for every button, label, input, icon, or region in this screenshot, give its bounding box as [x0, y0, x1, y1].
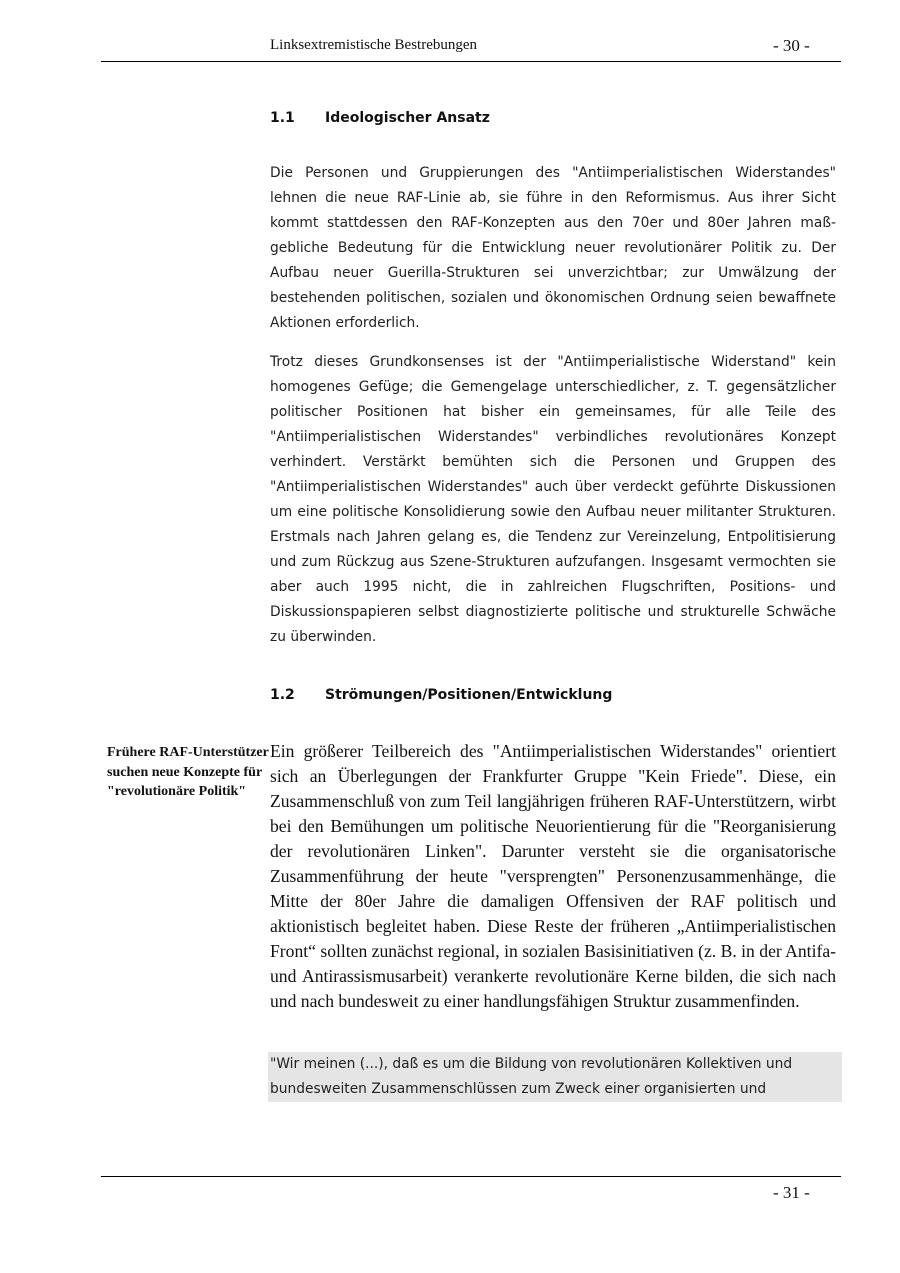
paragraph-ideology-2: Trotz dieses Grundkonsenses ist der "Antiimperialistische Widerstand" kein homogenes Gefüge; die Gemengelage unterschiedlicher, z. T. gegensätzlicher politischer Positionen hat bisher ein gemeinsames, für alle Teile des "Antiimperialistischen Widerstandes" verbindliches revolutionäres Konzept verhindert. Verstärkt bemühten sich die Personen und Gruppen des "Antiimperialistischen Widerstandes" auch über verdeckt geführte Diskussionen um eine politische Konsolidierung sowie den Aufbau neuer militanter Strukturen. Erstmals nach Jahren gelang es, die Tendenz zur Vereinzelung, Entpolitisierung und zum Rückzug aus Szene-Strukturen aufzufangen. Insgesamt vermochten sie aber auch 1995 nicht, die in zahlreichen Flugschriften, Positions- und Diskussionspapieren selbst diagnostizierte politische und strukturelle Schwäche zu überwinden. [270, 354, 836, 645]
quote-block [268, 1052, 842, 1102]
quote-line: "Wir meinen (...), daß es um die Bildung von revolutionären Kollektiven und [270, 1056, 793, 1072]
paragraph-ideology-1: Die Personen und Gruppierungen des "Antiimperialistischen Widerstandes" lehnen die neue RAF-Linie ab, sie führe in den Reformismus. Aus ihrer Sicht kommt stattdessen den RAF-Konzepten aus den 70er und 80er Jahren maßgebliche Bedeutung für die Entwicklung neuer revolutionärer Politik zu. Der Aufbau neuer Guerilla-Strukturen sei unverzichtbar; zur Umwälzung der bestehenden politischen, sozialen und ökonomischen Ordnung seien bewaffnete Aktionen erforderlich. [270, 165, 836, 331]
section-number: 1.1 [270, 110, 295, 126]
section-number: 1.2 [270, 687, 295, 703]
section-title: Strömungen/Positionen/Entwicklung [325, 687, 613, 703]
section-heading-1-2 [270, 687, 612, 703]
quote-line: bundesweiten Zusammenschlüssen zum Zweck einer organisierten und [270, 1081, 767, 1097]
section-title: Ideologischer Ansatz [325, 110, 490, 126]
header-rule [101, 61, 841, 62]
running-header-title: Linksextremistische Bestrebungen [270, 37, 478, 53]
footer-rule [101, 1176, 841, 1177]
page-number-top: - 30 - [773, 36, 810, 55]
section-heading-1-1 [270, 110, 490, 126]
margin-note: Frühere RAF-Unterstützer suchen neue Konzepte für "revolutionäre Politik" [107, 745, 269, 799]
paragraph-currents-1: Ein größerer Teilbereich des "Antiimperialistischen Widerstandes" orientiert sich an Überlegungen der Frankfurter Gruppe "Kein Friede". Diese, ein Zusammenschluß von zum Teil langjährigen früheren RAF-Unterstützern, wirbt bei den Bemühungen um politische Neuorientierung für die "Reorganisierung der revolutionären Linken". Darunter versteht sie die organisatorische Zusammenführung der heute "versprengten" Personenzusammenhänge, die Mitte der 80er Jahre die damaligen Offensiven der RAF politisch und aktionistisch begleitet haben. Diese Reste der früheren „Antiimperialistischen Front“ sollten zunächst regional, in sozialen Basisinitiativen (z. B. in der Antifa- und Antirassismusarbeit) verankerte revolutionäre Kerne bilden, die sich nach und nach bundesweit zu einer handlungsfähigen Struktur zusammenfinden. [270, 741, 836, 1011]
page-number-bottom: - 31 - [773, 1183, 810, 1202]
